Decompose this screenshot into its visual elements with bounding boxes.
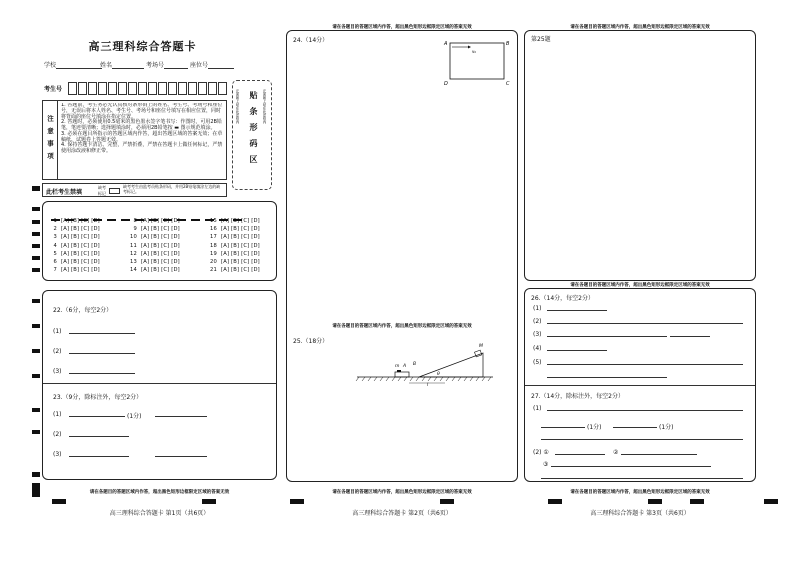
notice-box [42, 100, 227, 180]
mc-row [47, 226, 273, 234]
barcode-side-note-right: 正面朝上贴在此虚框内 [263, 89, 267, 124]
page3-frame-bottom [524, 288, 756, 482]
mc-question-number: 17 [209, 234, 217, 241]
mc-row [47, 259, 273, 267]
absent-row [42, 183, 227, 197]
q23-mark-1: (1) [53, 411, 62, 418]
page2 [284, 0, 520, 562]
name-field[interactable] [100, 60, 144, 69]
page2-frame [286, 30, 518, 482]
mc-question-number: 9 [133, 226, 137, 233]
room-label: 考场号 [146, 62, 165, 69]
page1 [0, 0, 285, 562]
q24-label-c: C [506, 81, 510, 87]
mc-options[interactable]: [A] [B] [C] [D] [61, 258, 100, 265]
q27-answer-2d[interactable] [541, 478, 743, 479]
q27-mark-2b: ② [613, 449, 619, 456]
mc-options[interactable]: [A] [B] [C] [D] [221, 250, 260, 257]
q25-continued-heading: 第25题 [531, 36, 551, 43]
mc-question-number: 1 [53, 218, 57, 224]
q27-heading: 27.（14分，除标注外，每空2分） [531, 393, 624, 400]
name-label: 姓名 [100, 62, 113, 69]
q23-heading: 23.（9分，除标注外，每空2分） [53, 394, 143, 401]
notice-item: 4. 保持答题卡清洁、完整，严禁折叠，严禁在答题卡上做任何标记，严禁使用涂改液和修正带。 [61, 142, 223, 154]
q23-answer-3b[interactable] [155, 456, 207, 457]
mc-question-number: 21 [209, 267, 217, 274]
page3-warning-mid: 请在各题目的答题区域内作答，超出黑色矩形边框限定区域的答案无效 [570, 283, 710, 288]
mc-question-number: 8 [133, 218, 137, 224]
barcode-area [232, 80, 272, 190]
q23-mark-2: (2) [53, 431, 62, 438]
mc-question-number: 11 [129, 242, 137, 249]
mc-options[interactable]: [A] [B] [C] [D] [61, 218, 100, 224]
mc-options[interactable]: [A] [B] [C] [D] [221, 226, 260, 233]
q27-answer-2b[interactable] [621, 454, 697, 455]
q26-mark-5: (5) [533, 359, 542, 366]
mc-question-number: 14 [129, 267, 137, 274]
q26-mark-1: (1) [533, 305, 542, 312]
mc-row [47, 234, 273, 242]
q25-label-big-m: M [479, 344, 483, 349]
school-label: 学校 [44, 62, 57, 69]
mc-row [47, 251, 273, 259]
school-field[interactable] [44, 60, 102, 69]
q25-figure [355, 337, 495, 387]
page1-warning: 请在各题目的答题区域内作答，超出黑色矩形边框限定区域的答案无效 [89, 490, 230, 495]
q22-heading: 22.（6分，每空2分） [53, 307, 113, 314]
mc-question-number: 19 [209, 250, 217, 257]
q24-label-v0: v₀ [472, 49, 476, 54]
q26-mark-3: (3) [533, 331, 542, 338]
absent-marker-label: 缺考标记 [98, 185, 106, 196]
mc-options[interactable]: [A] [B] [C] [D] [141, 234, 180, 241]
mc-question[interactable] [207, 234, 273, 240]
q26-mark-4: (4) [533, 345, 542, 352]
mc-question-number: 6 [53, 258, 57, 265]
q22-answer-2[interactable] [69, 353, 135, 354]
q23-answer-2[interactable] [69, 436, 129, 437]
q24-figure [442, 37, 512, 89]
mc-question[interactable] [127, 226, 207, 232]
q24-label-a: A [444, 41, 448, 47]
q24-label-d: D [444, 81, 448, 87]
q26-answer-5b[interactable] [547, 377, 667, 378]
mc-options[interactable]: [A] [B] [C] [D] [141, 226, 180, 233]
mc-question[interactable] [207, 267, 273, 273]
q27-answer-2a[interactable] [555, 454, 605, 455]
mc-options[interactable]: [A] [B] [C] [D] [141, 267, 180, 274]
mc-question[interactable] [47, 267, 127, 273]
mc-question[interactable] [47, 226, 127, 232]
notice-items [61, 103, 223, 179]
mc-question[interactable] [47, 259, 127, 265]
q24-label-b: B [506, 41, 510, 47]
mc-question[interactable] [207, 226, 273, 232]
q24-answer-area[interactable] [291, 91, 513, 325]
q27-mark-1: (1) [533, 405, 542, 412]
q26-answer-2[interactable] [547, 323, 743, 324]
q27-answer-1d[interactable] [541, 439, 743, 440]
mc-question[interactable] [207, 251, 273, 257]
page2-warning-mid: 请在各题目的答题区域内作答，超出黑色矩形边框限定区域的答案无效 [287, 323, 517, 329]
absent-note: 缺考考生由监考员贴条形码，并用2B铅笔填涂左边的缺考标记。 [123, 184, 221, 194]
q22-mark-3: (3) [53, 368, 62, 375]
q26-answer-3b[interactable] [670, 336, 710, 337]
q27-mark-2c: ③ [543, 461, 549, 468]
page3-footer: 高三理科综合答题卡 第3页（共6页） [590, 510, 690, 517]
mc-options[interactable]: [A] [B] [C] [D] [61, 234, 100, 241]
page1-title: 高三理科综合答题卡 [88, 40, 197, 53]
q25-label-a: A [403, 364, 407, 369]
mc-options[interactable]: [A] [B] [C] [D] [61, 267, 100, 274]
q27-points-b: (1分) [659, 424, 674, 431]
page3-warning-top: 请在各题目的答题区域内作答，超出黑色矩形边框限定区域的答案无效 [570, 25, 710, 30]
q25-label-b: B [413, 362, 417, 367]
exam-id-boxes[interactable] [68, 80, 228, 99]
q22-answer-1[interactable] [69, 333, 135, 334]
mc-options[interactable]: [A] [B] [C] [D] [141, 250, 180, 257]
mc-question[interactable] [207, 243, 273, 249]
q26-heading: 26.（14分，每空2分） [531, 295, 594, 302]
q27-points-a: (1分) [587, 424, 602, 431]
mc-question[interactable] [127, 234, 207, 240]
q23-answer-1b[interactable] [155, 416, 207, 417]
mc-options[interactable]: [A] [B] [C] [D] [221, 258, 260, 265]
page3-warning-bottom: 请在各题目的答题区域内作答，超出黑色矩形边框限定区域的答案无效 [570, 490, 710, 495]
mc-question[interactable] [127, 251, 207, 257]
q26-answer-5a[interactable] [547, 364, 743, 365]
mc-options[interactable]: [A] [B] [C] [D] [141, 218, 180, 224]
q27-answer-1b[interactable] [541, 427, 585, 428]
mc-question[interactable] [47, 251, 127, 257]
mc-question[interactable] [47, 243, 127, 249]
q25-heading: 25.（18分） [293, 338, 329, 345]
page3-frame-top [524, 30, 756, 281]
q23-points: (1分) [127, 413, 142, 420]
mc-question-number: 13 [129, 258, 137, 265]
notice-item: 2. 答题时，必须使用0.5毫米的黑色墨水签字笔书写：作图时，可用2B铅笔，笔迹要清晰；选择题填涂时，必须用2B铅笔按 ▬ 图示规范填涂。 [61, 119, 222, 131]
mc-question[interactable] [207, 218, 273, 224]
q25-label-m: m [395, 364, 400, 369]
q27-answer-1[interactable] [547, 410, 743, 411]
q25-continued-area[interactable] [529, 45, 751, 277]
mc-question[interactable] [47, 234, 127, 240]
mc-question[interactable] [207, 259, 273, 265]
mc-question-number: 5 [53, 250, 57, 257]
exam-id-label: 考生号 [44, 86, 63, 93]
q25-answer-area[interactable] [291, 391, 513, 479]
q22-mark-2: (2) [53, 348, 62, 355]
notice-item: 3. 必须在题目所指示的答题区域内作答，超出答题区域的答案无效；在草稿纸、试题卷上答题无效。 [61, 130, 223, 143]
mc-options[interactable]: [A] [B] [C] [D] [221, 234, 260, 241]
mc-options[interactable]: [A] [B] [C] [D] [141, 258, 180, 265]
q25-label-theta: θ [437, 372, 440, 377]
mc-options[interactable]: [A] [B] [C] [D] [61, 250, 100, 257]
absent-label: 此栏考生禁填 [46, 189, 83, 196]
barcode-label: 贴条形码区 [249, 91, 258, 171]
q26-answer-4[interactable] [547, 350, 607, 351]
q27-answer-1c[interactable] [613, 427, 657, 428]
q26-mark-2: (2) [533, 318, 542, 325]
q23-mark-3: (3) [53, 451, 62, 458]
mc-question-number: 10 [129, 234, 137, 241]
mc-question-number: 18 [209, 242, 217, 249]
mc-options[interactable]: [A] [B] [C] [D] [141, 242, 180, 249]
mc-question-number: 20 [209, 258, 217, 265]
mc-question-number: 12 [129, 250, 137, 257]
q26-divider [525, 385, 755, 386]
q22-divider [43, 383, 276, 384]
q26-answer-1[interactable] [547, 310, 607, 311]
q22-mark-1: (1) [53, 328, 62, 335]
mc-row [47, 243, 273, 251]
page2-footer: 高三理科综合答题卡 第2页（共6页） [352, 510, 452, 517]
mc-question-number: 2 [53, 226, 57, 233]
mc-row [47, 218, 273, 226]
mc-section [42, 201, 277, 281]
mc-question[interactable] [47, 218, 127, 224]
seat-field[interactable] [190, 60, 234, 69]
mc-question-number: 15 [209, 218, 217, 224]
barcode-side-note: 正面朝上贴在此虚框内 [236, 89, 240, 124]
q24-heading: 24.（14分） [293, 37, 329, 44]
q27-answer-2c[interactable] [551, 466, 711, 467]
q23-answer-1[interactable] [69, 416, 125, 417]
mc-options[interactable]: [A] [B] [C] [D] [221, 267, 260, 274]
notice-label: 注意事项 [43, 101, 58, 179]
q22-answer-3[interactable] [69, 373, 135, 374]
q23-answer-3[interactable] [69, 456, 129, 457]
mc-question[interactable] [127, 267, 207, 273]
mc-options[interactable]: [A] [B] [C] [D] [61, 226, 100, 233]
mc-row [47, 267, 273, 275]
mc-question[interactable] [127, 259, 207, 265]
q27-mark-2: (2) ① [533, 449, 549, 456]
page1-footer: 高三理科综合答题卡 第1页（共6页） [109, 510, 210, 517]
q25-label-l: l [427, 383, 429, 387]
mc-question-number: 7 [53, 267, 57, 274]
mc-question[interactable] [127, 243, 207, 249]
page2-warning-top: 请在各题目的答题区域内作答，超出黑色矩形边框限定区域的答案无效 [332, 25, 472, 30]
q22-q23-box [42, 290, 277, 480]
seat-label: 座位号 [190, 62, 209, 69]
q26-answer-3a[interactable] [547, 336, 667, 337]
page3 [522, 0, 758, 562]
mc-options[interactable]: [A] [B] [C] [D] [221, 218, 260, 224]
mc-grid[interactable] [47, 218, 273, 275]
mc-question[interactable] [127, 218, 207, 224]
room-field[interactable] [146, 60, 188, 69]
mc-question-number: 3 [53, 234, 57, 241]
mc-options[interactable]: [A] [B] [C] [D] [61, 242, 100, 249]
page2-warning-bottom: 请在各题目的答题区域内作答，超出黑色矩形边框限定区域的答案无效 [332, 490, 472, 495]
mc-question-number: 16 [209, 226, 217, 233]
mc-options[interactable]: [A] [B] [C] [D] [221, 242, 260, 249]
absent-marker-box[interactable] [109, 188, 120, 194]
mc-question-number: 4 [53, 242, 57, 249]
notice-item: 1. 答题前，考生务必先认真核对条形码上的姓名、考生号、考场号和座位号，无误后将本人姓名、考生号、考场号和座位号填写在相应位置，同时将背面的座位号填涂在指定位置。 [61, 103, 223, 120]
